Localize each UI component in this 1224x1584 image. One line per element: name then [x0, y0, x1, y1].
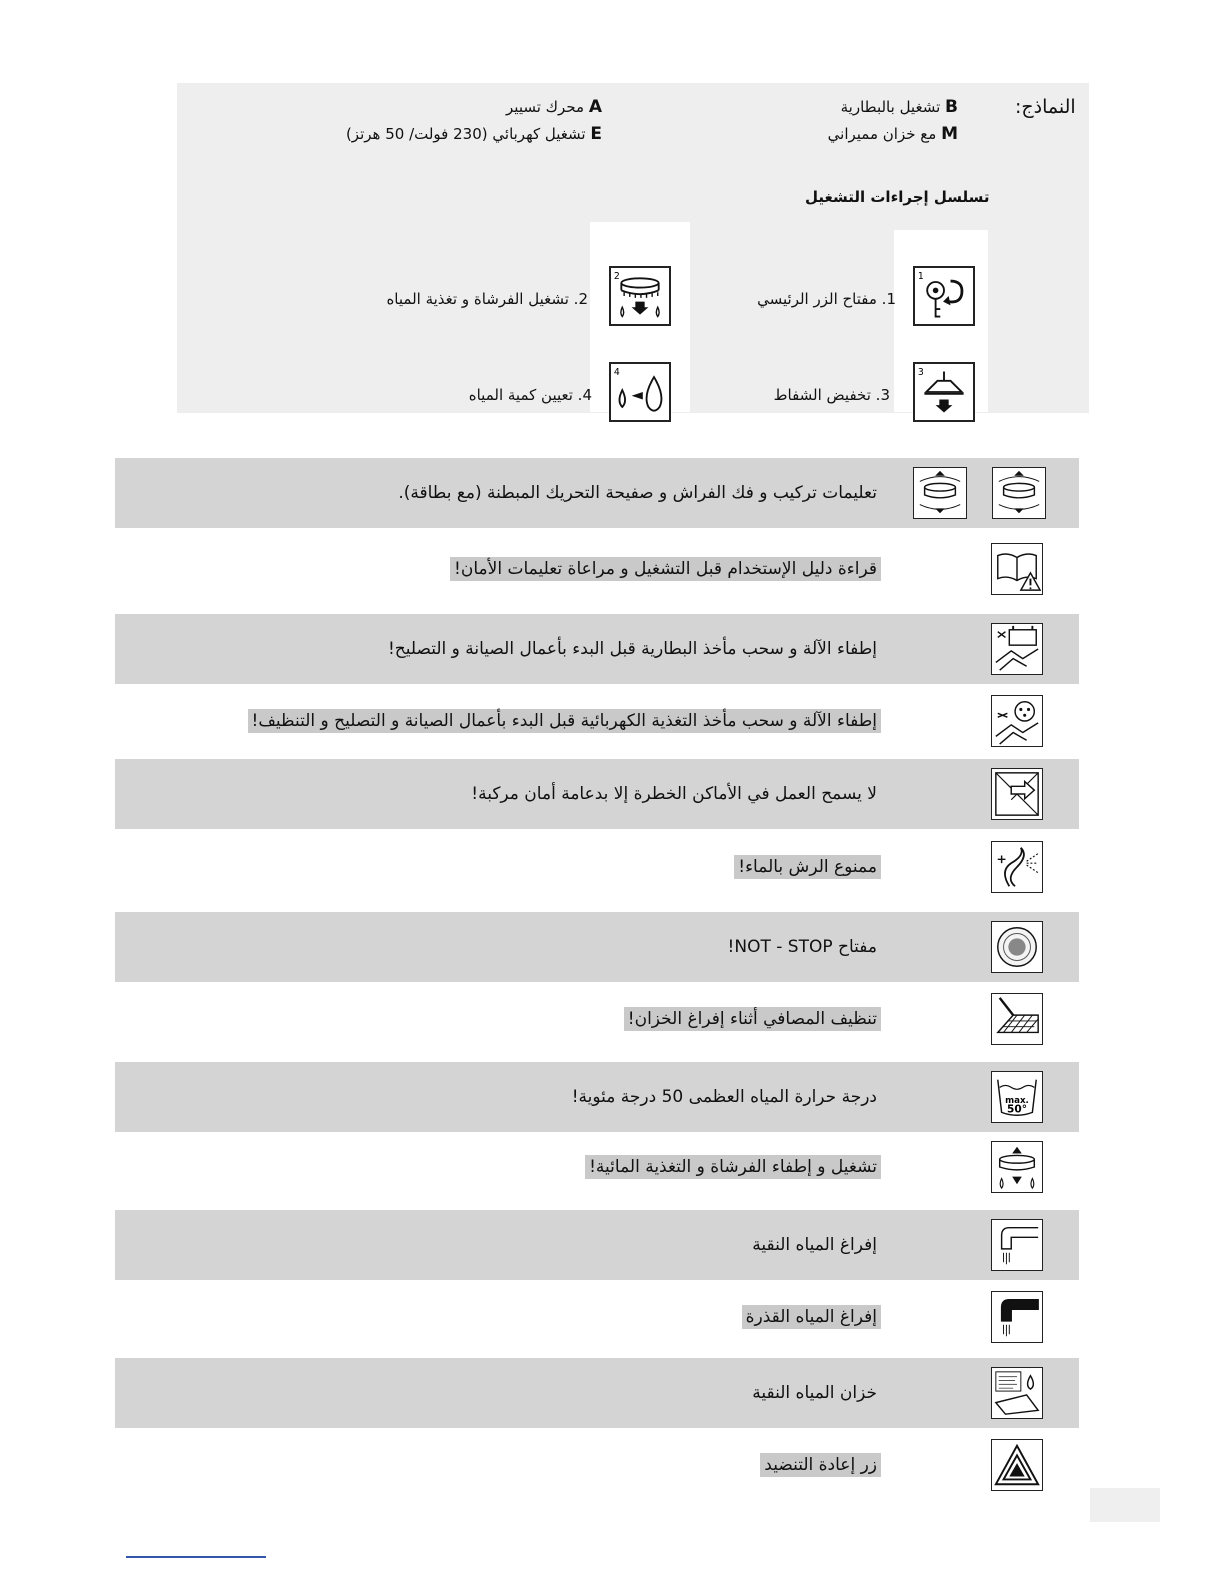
symbol-row [115, 614, 1079, 684]
models-label: النماذج: [1015, 96, 1076, 118]
symbol-text: تشغيل و إطفاء الفرشاة و التغذية المائية! [585, 1155, 881, 1179]
model-m [828, 124, 958, 144]
model-b-text: تشغيل بالبطارية [840, 98, 941, 116]
symbol-row [115, 1358, 1079, 1428]
max-temp-label: max. [1005, 1095, 1029, 1106]
step-4-text: 4. تعيين كمية المياه [468, 386, 592, 404]
brush-mount-icon [913, 467, 967, 519]
model-e [346, 124, 602, 144]
step-1-number: 1 [917, 271, 924, 283]
symbol-text: خزان المياه النقية [752, 1383, 877, 1403]
max-temp-value: 50° [1007, 1103, 1027, 1116]
step-3-text: 3. تخفيض الشفاط [773, 386, 890, 404]
step-2-number: 2 [613, 271, 620, 283]
model-b [841, 97, 958, 117]
emergency-stop-icon[interactable] [991, 921, 1043, 973]
symbol-row [115, 984, 1079, 1054]
symbol-row [115, 832, 1079, 902]
water-amount-icon [609, 362, 671, 422]
symbol-text: قراءة دليل الإستخدام قبل التشغيل و مراعاة تعليمات الأمان! [450, 557, 881, 581]
symbol-row [115, 1062, 1079, 1132]
symbol-text: مفتاح NOT - STOP! [727, 937, 877, 957]
model-a-letter: A [588, 97, 602, 117]
symbol-row [115, 1210, 1079, 1280]
battery-unplug-icon [991, 623, 1043, 675]
brush-water-toggle-icon [991, 1141, 1043, 1193]
symbol-text: درجة حرارة المياه العظمى 50 درجة مئوية! [571, 1087, 877, 1107]
squeegee-lower-icon [913, 362, 975, 422]
mains-unplug-icon [991, 695, 1043, 747]
symbol-text: لا يسمح العمل في الأماكن الخطرة إلا بدعامة أمان مركبة! [471, 784, 877, 804]
fresh-water-drain-icon [991, 1219, 1043, 1271]
footer-rule [126, 1556, 266, 1558]
step-2-text: 2. تشغيل الفرشاة و تغذية المياه [386, 290, 588, 308]
symbol-text: إطفاء الآلة و سحب مأخذ التغذية الكهربائية قبل البدء بأعمال الصيانة و التصليح و التنظيف! [248, 709, 882, 733]
model-e-text: تشغيل كهربائي (230 فولت/ 50 هرتز) [345, 125, 586, 143]
manual-warning-icon [991, 543, 1043, 595]
symbol-row [115, 1282, 1079, 1352]
symbol-row [115, 534, 1079, 604]
reset-triangle-icon[interactable] [991, 1439, 1043, 1491]
brush-water-icon [609, 266, 671, 326]
symbol-text: ممنوع الرش بالماء! [734, 855, 881, 879]
symbol-text: تنظيف المصافي أثناء إفراغ الخزان! [624, 1007, 881, 1031]
step-3-number: 3 [917, 367, 924, 379]
model-m-letter: M [941, 124, 958, 144]
symbol-text: إطفاء الآلة و سحب مأخذ البطارية قبل البدء بأعمال الصيانة و التصليح! [387, 639, 877, 659]
symbol-text: إفراغ المياه القذرة [742, 1305, 881, 1329]
symbol-text: زر إعادة التنضيد [760, 1453, 881, 1477]
key-icon [913, 266, 975, 326]
max-temp-icon [991, 1071, 1043, 1123]
symbol-row [115, 1132, 1079, 1202]
symbol-row [115, 912, 1079, 982]
model-b-letter: B [945, 97, 958, 117]
symbol-row [115, 686, 1079, 756]
sequence-title: تسلسل إجراءات التشغيل [805, 188, 990, 206]
symbol-text: تعليمات تركيب و فك الفراش و صفيحة التحريك المبطنة (مع بطاقة). [398, 483, 877, 503]
symbol-row [115, 1430, 1079, 1500]
model-e-letter: E [590, 124, 602, 144]
brush-mount-icon-2 [992, 467, 1046, 519]
page-number-tab [1090, 1488, 1160, 1522]
step-1-text: 1. مفتاح الزر الرئيسي [757, 290, 896, 308]
no-water-spray-icon [991, 841, 1043, 893]
safety-support-icon [991, 768, 1043, 820]
step-4-number: 4 [613, 367, 620, 379]
filter-clean-icon [991, 993, 1043, 1045]
model-a-text: محرك تسيير [506, 98, 585, 116]
symbol-row [115, 759, 1079, 829]
fresh-water-tank-icon [991, 1367, 1043, 1419]
dirty-water-drain-icon [991, 1291, 1043, 1343]
model-m-text: مع خزان مميراني [827, 125, 937, 143]
symbol-row [115, 458, 1079, 528]
model-a [506, 97, 602, 117]
symbol-text: إفراغ المياه النقية [752, 1235, 877, 1255]
